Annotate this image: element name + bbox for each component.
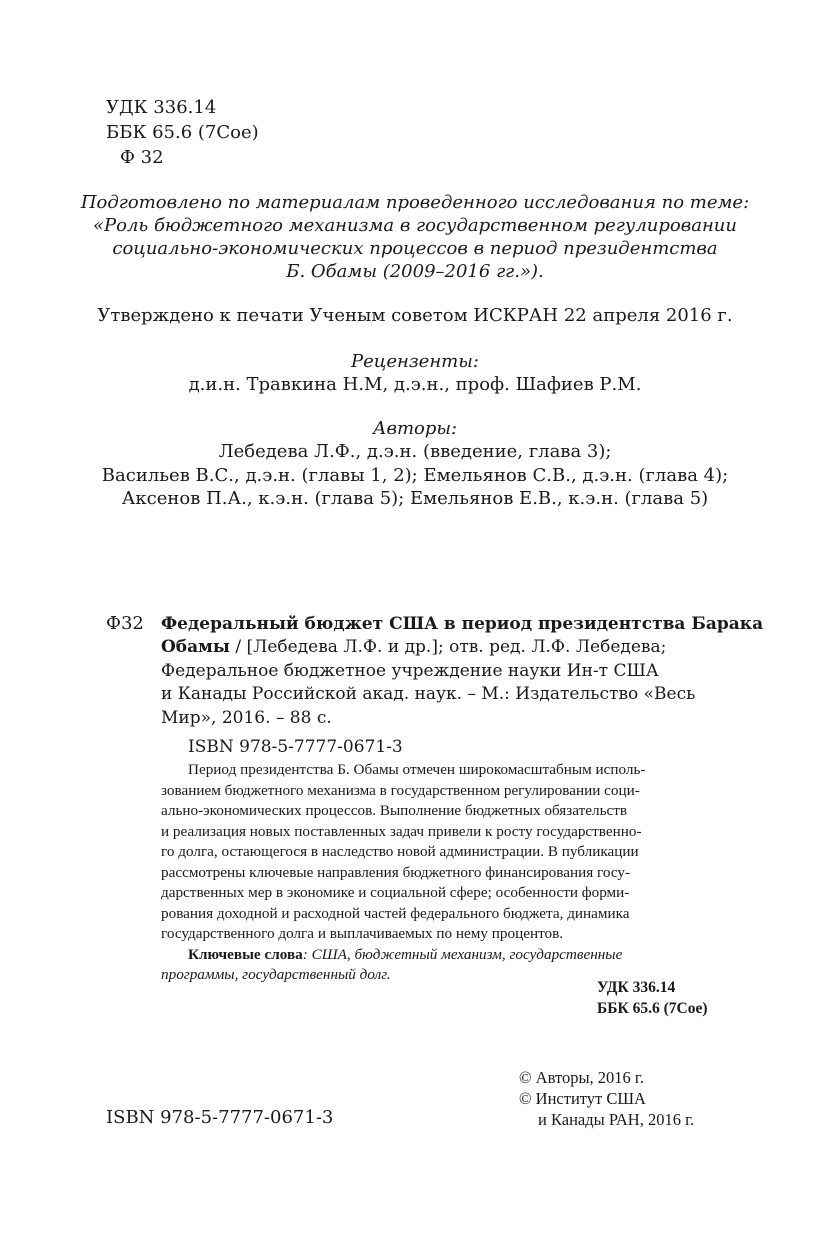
annotation-isbn: ISBN 978-5-7777-0671-3 [188,737,403,758]
publisher-line-3: Мир», 2016. – 88 с. [161,707,332,728]
authors-heading: Авторы: [372,418,458,439]
book-title-line-1: Федеральный бюджет США в период президентства Барака [161,614,764,634]
reviewers-names: д.и.н. Травкина Н.М, д.э.н., проф. Шафиев Р.М. [188,374,642,395]
keywords-label: Ключевые слова [188,945,303,963]
copyright-institute-2: и Канады РАН, 2016 г. [538,1110,695,1129]
prepared-line-4: Б. Обамы (2009–2016 гг.»). [286,261,544,282]
keywords-line-2: программы, государственный долг. [161,966,391,983]
annotation-sign: Ф32 [106,613,144,634]
abstract-line-2: зованием бюджетного механизма в государственном регулировании соци- [161,781,640,799]
publisher-line-2: и Канады Российской акад. наук. – М.: Издательство «Весь [161,684,696,705]
copyright-authors: © Авторы, 2016 г. [519,1068,644,1087]
abstract-line-9: государственного долга и выплачиваемых по нему процентов. [161,925,564,942]
author-sign: Ф 32 [120,147,164,168]
responsibility: / [Лебедева Л.Ф. и др.]; отв. ред. Л.Ф. Лебедева; [229,637,667,658]
copyright-institute: © Институт США [519,1089,646,1108]
publisher-line-1: Федеральное бюджетное учреждение науки Ин-т США [161,660,659,681]
abstract-line-8: рования доходной и расходной частей федерального бюджета, динамика [161,904,630,922]
abstract-line-5: го долга, остающегося в наследство новой администрации. В публикации [161,843,639,860]
abstract-line-4: и реализация новых поставленных задач привели к росту государственно- [161,822,642,840]
footer-isbn: ISBN 978-5-7777-0671-3 [106,1107,334,1128]
authors-line-3: Аксенов П.А., к.э.н. (глава 5); Емельянов Е.В., к.э.н. (глава 5) [121,488,709,509]
keywords-list: : США, бюджетный механизм, государственные [302,945,623,963]
bbk-code: ББК 65.6 (7Сое) [106,122,259,143]
book-title-end: Обамы [161,637,230,658]
abstract [161,760,727,986]
reviewers-heading: Рецензенты: [351,351,479,372]
index-bbk: ББК 65.6 (7Сое) [597,1000,708,1017]
abstract-line-1: Период президентства Б. Обамы отмечен широкомасштабным исполь- [188,761,646,778]
approved-note: Утверждено к печати Ученым советом ИСКРАН 22 апреля 2016 г. [97,305,733,326]
prepared-line-2: «Роль бюджетного механизма в государственном регулировании [93,215,737,236]
prepared-line-3: социально-экономических процессов в период президентства [112,238,718,259]
authors-line-2: Васильев В.С., д.э.н. (главы 1, 2); Емельянов С.В., д.э.н. (глава 4); [101,465,729,486]
authors-line-1: Лебедева Л.Ф., д.э.н. (введение, глава 3); [218,441,612,462]
keywords-line-1 [161,945,727,966]
prepared-line-1: Подготовлено по материалам проведенного исследования по теме: [80,192,750,213]
udk-code: УДК 336.14 [106,97,217,118]
abstract-line-6: рассмотрены ключевые направления бюджетного финансирования госу- [161,863,631,881]
abstract-line-7: дарственных мер в экономике и социальной сфере; особенности форми- [161,884,630,901]
book-title-line-2 [161,636,727,659]
abstract-line-3: ально-экономических процессов. Выполнение бюджетных обязательств [161,802,628,819]
index-udk: УДК 336.14 [597,979,676,996]
bibliographic-entry [161,613,764,759]
